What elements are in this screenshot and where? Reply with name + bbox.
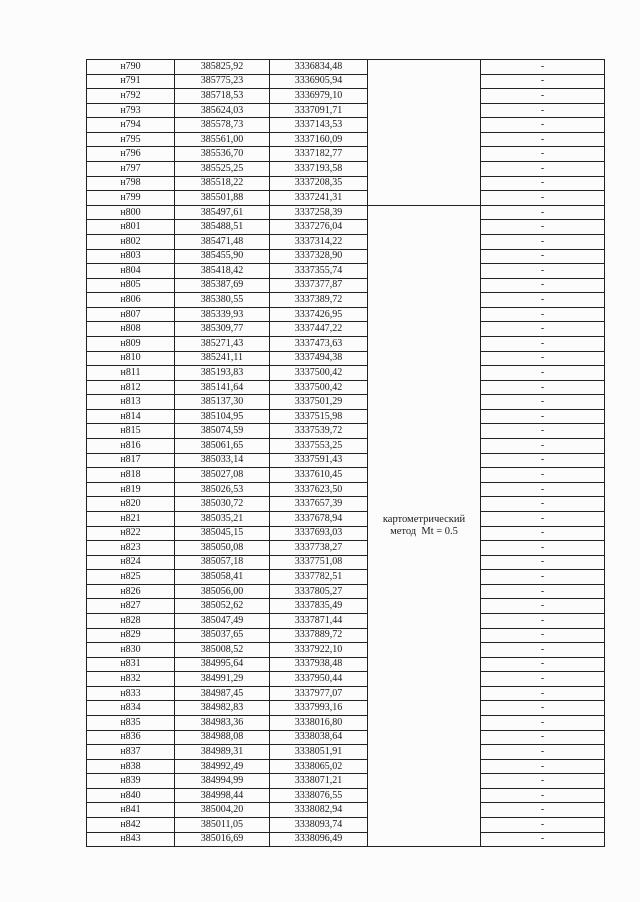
y-coordinate-cell: 3337835,49 [270,599,368,614]
x-coordinate-cell: 385497,61 [175,205,270,220]
x-coordinate-cell: 385561,00 [175,132,270,147]
y-coordinate-cell: 3337447,22 [270,322,368,337]
table-row [87,482,605,497]
point-name-cell: н837 [87,745,175,760]
point-name-cell: н791 [87,74,175,89]
note-cell: - [481,730,605,745]
x-coordinate-cell: 385061,65 [175,439,270,454]
point-name-cell: н813 [87,395,175,410]
point-name-cell: н798 [87,176,175,191]
point-name-cell: н821 [87,511,175,526]
note-cell: - [481,497,605,512]
table-row [87,832,605,847]
note-cell: - [481,234,605,249]
table-row [87,657,605,672]
table-row [87,730,605,745]
point-name-cell: н790 [87,60,175,75]
point-name-cell: н809 [87,336,175,351]
coordinates-table-body [87,60,605,847]
note-cell: - [481,278,605,293]
point-name-cell: н822 [87,526,175,541]
note-cell: - [481,380,605,395]
note-cell: - [481,599,605,614]
note-cell: - [481,249,605,264]
note-cell: - [481,264,605,279]
y-coordinate-cell: 3338093,74 [270,818,368,833]
y-coordinate-cell: 3337193,58 [270,162,368,177]
note-cell: - [481,191,605,206]
point-name-cell: н801 [87,220,175,235]
note-cell: - [481,657,605,672]
y-coordinate-cell: 3337182,77 [270,147,368,162]
method-cell [368,205,481,846]
y-coordinate-cell: 3338051,91 [270,745,368,760]
x-coordinate-cell: 385027,08 [175,468,270,483]
x-coordinate-cell: 384987,45 [175,686,270,701]
y-coordinate-cell: 3337426,95 [270,307,368,322]
table-row [87,278,605,293]
x-coordinate-cell: 385058,41 [175,570,270,585]
point-name-cell: н824 [87,555,175,570]
point-name-cell: н803 [87,249,175,264]
y-coordinate-cell: 3337473,63 [270,336,368,351]
table-row [87,803,605,818]
note-cell: - [481,322,605,337]
note-cell: - [481,395,605,410]
x-coordinate-cell: 385011,05 [175,818,270,833]
table-row [87,103,605,118]
point-name-cell: н828 [87,613,175,628]
x-coordinate-cell: 384988,08 [175,730,270,745]
point-name-cell: н804 [87,264,175,279]
y-coordinate-cell: 3337377,87 [270,278,368,293]
table-row [87,497,605,512]
y-coordinate-cell: 3337805,27 [270,584,368,599]
point-name-cell: н841 [87,803,175,818]
x-coordinate-cell: 385471,48 [175,234,270,249]
table-row [87,555,605,570]
y-coordinate-cell: 3337091,71 [270,103,368,118]
x-coordinate-cell: 385008,52 [175,643,270,658]
table-row [87,322,605,337]
note-cell: - [481,74,605,89]
note-cell: - [481,745,605,760]
table-row [87,818,605,833]
y-coordinate-cell: 3337938,48 [270,657,368,672]
table-row [87,643,605,658]
note-cell: - [481,336,605,351]
table-row [87,686,605,701]
note-cell: - [481,774,605,789]
y-coordinate-cell: 3337241,31 [270,191,368,206]
y-coordinate-cell: 3337889,72 [270,628,368,643]
x-coordinate-cell: 385074,59 [175,424,270,439]
table-row [87,613,605,628]
y-coordinate-cell: 3337623,50 [270,482,368,497]
x-coordinate-cell: 385057,18 [175,555,270,570]
point-name-cell: н820 [87,497,175,512]
y-coordinate-cell: 3337208,35 [270,176,368,191]
point-name-cell: н831 [87,657,175,672]
note-cell: - [481,643,605,658]
point-name-cell: н793 [87,103,175,118]
y-coordinate-cell: 3336979,10 [270,89,368,104]
x-coordinate-cell: 385050,08 [175,541,270,556]
note-cell: - [481,118,605,133]
x-coordinate-cell: 384989,31 [175,745,270,760]
note-cell: - [481,424,605,439]
table-row [87,570,605,585]
note-cell: - [481,832,605,847]
table-row [87,672,605,687]
y-coordinate-cell: 3337258,39 [270,205,368,220]
y-coordinate-cell: 3337738,27 [270,541,368,556]
x-coordinate-cell: 385056,00 [175,584,270,599]
note-cell: - [481,701,605,716]
note-cell: - [481,716,605,731]
x-coordinate-cell: 385525,25 [175,162,270,177]
table-row [87,132,605,147]
y-coordinate-cell: 3337782,51 [270,570,368,585]
x-coordinate-cell: 385339,93 [175,307,270,322]
point-name-cell: н815 [87,424,175,439]
point-name-cell: н826 [87,584,175,599]
table-row [87,628,605,643]
table-row [87,424,605,439]
point-name-cell: н833 [87,686,175,701]
table-row [87,351,605,366]
note-cell: - [481,103,605,118]
x-coordinate-cell: 385718,53 [175,89,270,104]
point-name-cell: н805 [87,278,175,293]
x-coordinate-cell: 385030,72 [175,497,270,512]
x-coordinate-cell: 385488,51 [175,220,270,235]
x-coordinate-cell: 385037,65 [175,628,270,643]
y-coordinate-cell: 3337693,03 [270,526,368,541]
x-coordinate-cell: 385775,23 [175,74,270,89]
x-coordinate-cell: 385387,69 [175,278,270,293]
table-row [87,191,605,206]
y-coordinate-cell: 3337494,38 [270,351,368,366]
note-cell: - [481,453,605,468]
table-row [87,380,605,395]
x-coordinate-cell: 384992,49 [175,759,270,774]
y-coordinate-cell: 3338065,02 [270,759,368,774]
note-cell: - [481,686,605,701]
point-name-cell: н835 [87,716,175,731]
y-coordinate-cell: 3337501,29 [270,395,368,410]
note-cell: - [481,526,605,541]
table-row [87,599,605,614]
point-name-cell: н829 [87,628,175,643]
point-name-cell: н810 [87,351,175,366]
note-cell: - [481,541,605,556]
note-cell: - [481,672,605,687]
x-coordinate-cell: 385104,95 [175,409,270,424]
x-coordinate-cell: 385033,14 [175,453,270,468]
point-name-cell: н840 [87,788,175,803]
y-coordinate-cell: 3337610,45 [270,468,368,483]
note-cell: - [481,307,605,322]
x-coordinate-cell: 385141,64 [175,380,270,395]
note-cell: - [481,351,605,366]
table-row [87,584,605,599]
table-row [87,395,605,410]
note-cell: - [481,293,605,308]
y-coordinate-cell: 3338071,21 [270,774,368,789]
table-row [87,147,605,162]
y-coordinate-cell: 3337389,72 [270,293,368,308]
y-coordinate-cell: 3337314,22 [270,234,368,249]
point-name-cell: н823 [87,541,175,556]
x-coordinate-cell: 385501,88 [175,191,270,206]
x-coordinate-cell: 385825,92 [175,60,270,75]
table-row [87,205,605,220]
y-coordinate-cell: 3337515,98 [270,409,368,424]
table-row [87,60,605,75]
y-coordinate-cell: 3337977,07 [270,686,368,701]
point-name-cell: н842 [87,818,175,833]
note-cell: - [481,89,605,104]
point-name-cell: н825 [87,570,175,585]
y-coordinate-cell: 3338082,94 [270,803,368,818]
note-cell: - [481,511,605,526]
x-coordinate-cell: 385271,43 [175,336,270,351]
note-cell: - [481,205,605,220]
table-row [87,468,605,483]
point-name-cell: н843 [87,832,175,847]
note-cell: - [481,439,605,454]
y-coordinate-cell: 3337355,74 [270,264,368,279]
coordinates-table [86,59,605,847]
x-coordinate-cell: 384983,36 [175,716,270,731]
x-coordinate-cell: 385309,77 [175,322,270,337]
table-row [87,264,605,279]
x-coordinate-cell: 385004,20 [175,803,270,818]
table-row [87,234,605,249]
table-row [87,162,605,177]
point-name-cell: н832 [87,672,175,687]
point-name-cell: н795 [87,132,175,147]
point-name-cell: н807 [87,307,175,322]
x-coordinate-cell: 385052,62 [175,599,270,614]
x-coordinate-cell: 385578,73 [175,118,270,133]
note-cell: - [481,147,605,162]
x-coordinate-cell: 385518,22 [175,176,270,191]
note-cell: - [481,409,605,424]
y-coordinate-cell: 3336905,94 [270,74,368,89]
table-row [87,788,605,803]
x-coordinate-cell: 384998,44 [175,788,270,803]
y-coordinate-cell: 3337871,44 [270,613,368,628]
method-accuracy: метод Mt = 0.5 [390,526,458,537]
table-row [87,716,605,731]
point-name-cell: н816 [87,439,175,454]
point-name-cell: н818 [87,468,175,483]
method-cell-empty [368,60,481,206]
y-coordinate-cell: 3337950,44 [270,672,368,687]
table-row [87,453,605,468]
note-cell: - [481,366,605,381]
table-row [87,249,605,264]
x-coordinate-cell: 385035,21 [175,511,270,526]
x-coordinate-cell: 385536,70 [175,147,270,162]
x-coordinate-cell: 385624,03 [175,103,270,118]
point-name-cell: н797 [87,162,175,177]
note-cell: - [481,613,605,628]
table-row [87,774,605,789]
y-coordinate-cell: 3337678,94 [270,511,368,526]
table-row [87,541,605,556]
table-row [87,511,605,526]
point-name-cell: н811 [87,366,175,381]
method-name: картометрический [382,514,466,525]
note-cell: - [481,570,605,585]
point-name-cell: н830 [87,643,175,658]
note-cell: - [481,803,605,818]
note-cell: - [481,468,605,483]
point-name-cell: н792 [87,89,175,104]
x-coordinate-cell: 385026,53 [175,482,270,497]
table-row [87,293,605,308]
point-name-cell: н834 [87,701,175,716]
point-name-cell: н806 [87,293,175,308]
note-cell: - [481,482,605,497]
point-name-cell: н796 [87,147,175,162]
x-coordinate-cell: 385455,90 [175,249,270,264]
y-coordinate-cell: 3337553,25 [270,439,368,454]
table-row [87,307,605,322]
note-cell: - [481,220,605,235]
y-coordinate-cell: 3338076,55 [270,788,368,803]
table-row [87,366,605,381]
note-cell: - [481,788,605,803]
table-row [87,439,605,454]
note-cell: - [481,162,605,177]
x-coordinate-cell: 385193,83 [175,366,270,381]
y-coordinate-cell: 3337993,16 [270,701,368,716]
note-cell: - [481,60,605,75]
x-coordinate-cell: 385047,49 [175,613,270,628]
table-row [87,745,605,760]
x-coordinate-cell: 385241,11 [175,351,270,366]
x-coordinate-cell: 385418,42 [175,264,270,279]
point-name-cell: н838 [87,759,175,774]
y-coordinate-cell: 3337143,53 [270,118,368,133]
x-coordinate-cell: 384994,99 [175,774,270,789]
point-name-cell: н817 [87,453,175,468]
note-cell: - [481,584,605,599]
x-coordinate-cell: 384982,83 [175,701,270,716]
point-name-cell: н839 [87,774,175,789]
y-coordinate-cell: 3337500,42 [270,380,368,395]
x-coordinate-cell: 385380,55 [175,293,270,308]
table-row [87,118,605,133]
point-name-cell: н819 [87,482,175,497]
y-coordinate-cell: 3337751,08 [270,555,368,570]
y-coordinate-cell: 3337922,10 [270,643,368,658]
point-name-cell: н808 [87,322,175,337]
point-name-cell: н794 [87,118,175,133]
table-row [87,409,605,424]
table-row [87,526,605,541]
table-row [87,759,605,774]
note-cell: - [481,628,605,643]
x-coordinate-cell: 385045,15 [175,526,270,541]
y-coordinate-cell: 3337591,43 [270,453,368,468]
table-row [87,176,605,191]
table-row [87,701,605,716]
y-coordinate-cell: 3337328,90 [270,249,368,264]
table-row [87,336,605,351]
note-cell: - [481,132,605,147]
note-cell: - [481,818,605,833]
y-coordinate-cell: 3338038,64 [270,730,368,745]
point-name-cell: н814 [87,409,175,424]
note-cell: - [481,176,605,191]
x-coordinate-cell: 384995,64 [175,657,270,672]
y-coordinate-cell: 3337276,04 [270,220,368,235]
y-coordinate-cell: 3338096,49 [270,832,368,847]
note-cell: - [481,759,605,774]
x-coordinate-cell: 385137,30 [175,395,270,410]
y-coordinate-cell: 3337160,09 [270,132,368,147]
point-name-cell: н800 [87,205,175,220]
point-name-cell: н802 [87,234,175,249]
x-coordinate-cell: 385016,69 [175,832,270,847]
table-row [87,74,605,89]
table-row [87,220,605,235]
x-coordinate-cell: 384991,29 [175,672,270,687]
y-coordinate-cell: 3337539,72 [270,424,368,439]
point-name-cell: н836 [87,730,175,745]
point-name-cell: н827 [87,599,175,614]
note-cell: - [481,555,605,570]
table-row [87,89,605,104]
point-name-cell: н812 [87,380,175,395]
y-coordinate-cell: 3336834,48 [270,60,368,75]
y-coordinate-cell: 3337500,42 [270,366,368,381]
y-coordinate-cell: 3337657,39 [270,497,368,512]
point-name-cell: н799 [87,191,175,206]
y-coordinate-cell: 3338016,80 [270,716,368,731]
